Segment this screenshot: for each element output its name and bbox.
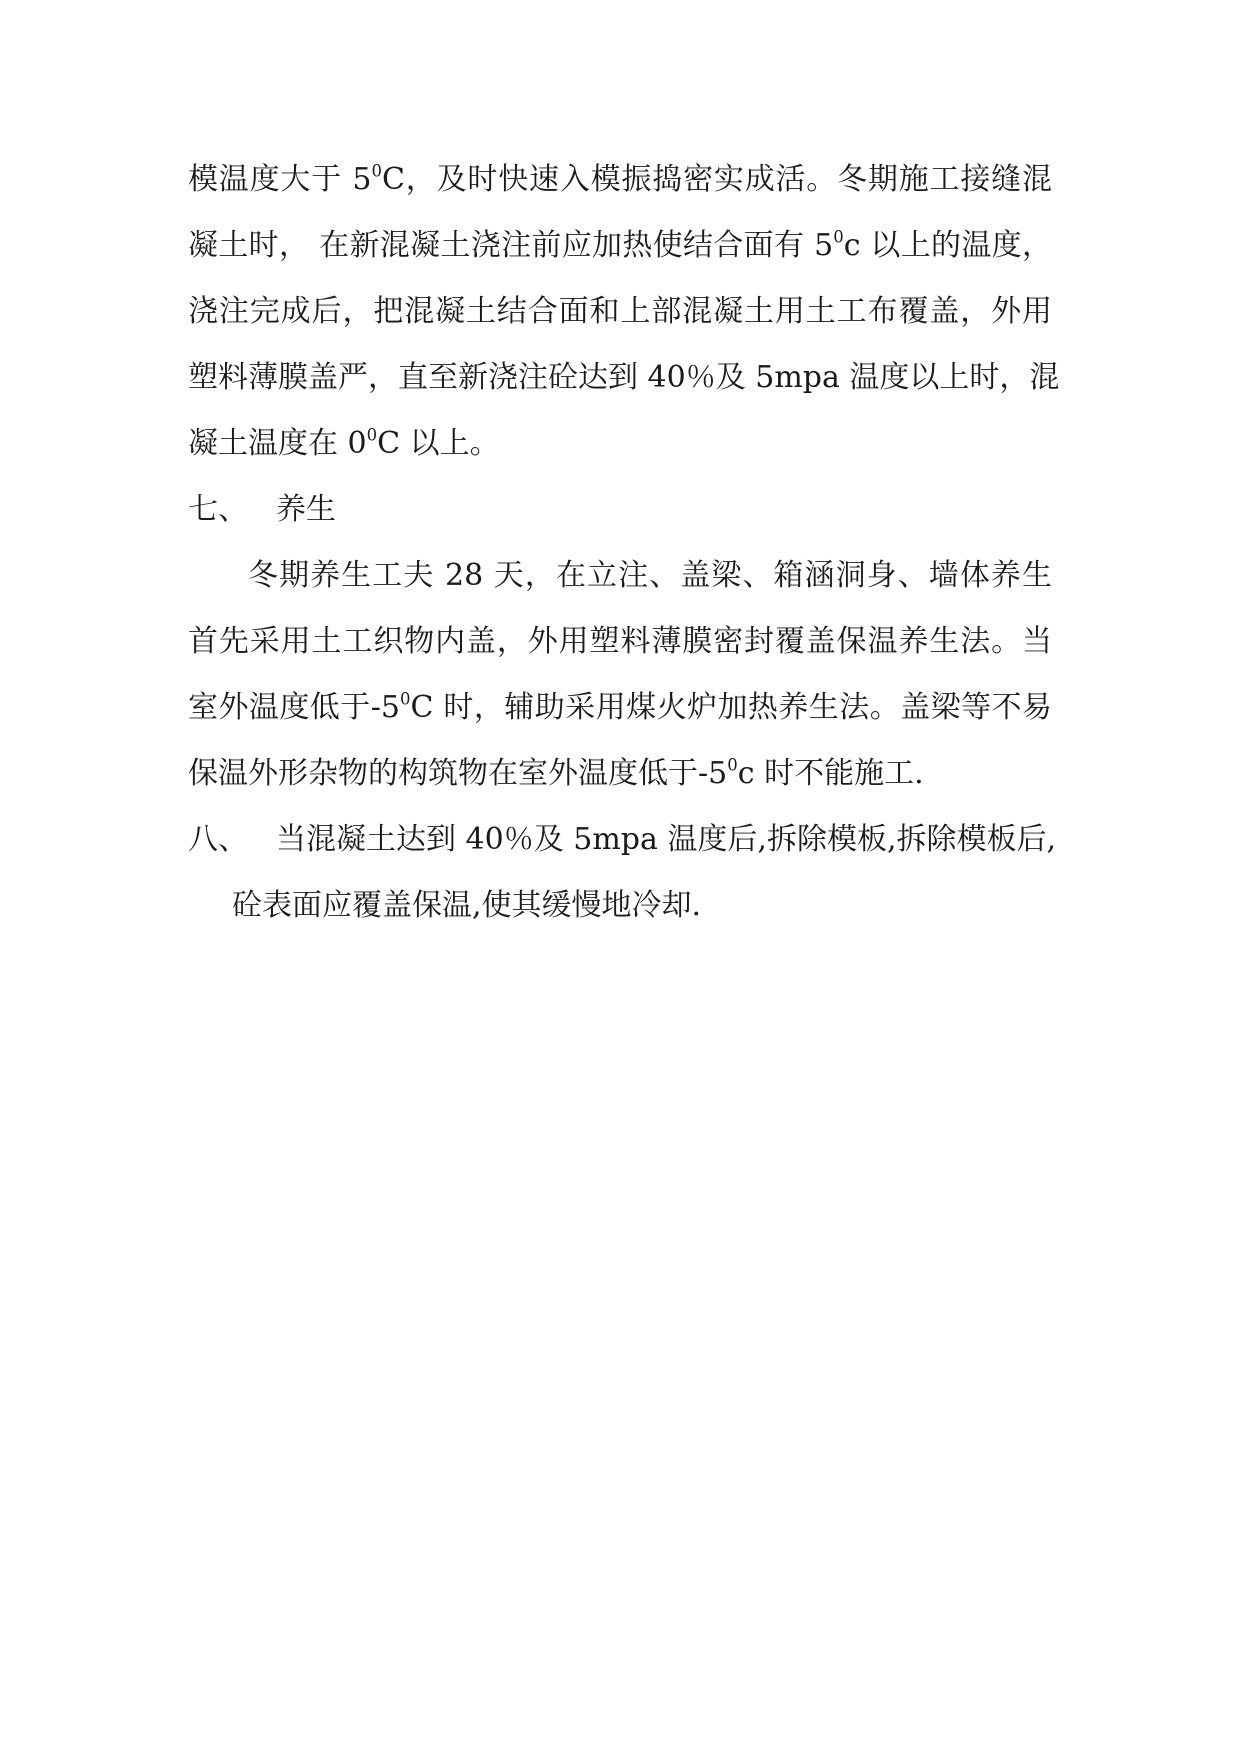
section-7-title: 养生 — [276, 492, 336, 527]
paragraph-1-line-4: 塑料薄膜盖严，直至新浇注砼达到 40％及 5mpa 温度以上时，混 — [188, 360, 1060, 395]
paragraph-1-line-1: 模温度大于 $5^0C$，及时快速入模振捣密实成活。冬期施工接缝混 — [188, 161, 1052, 197]
paragraph-1-line-5: 凝土温度在 $0^0C$ 以上。 — [188, 425, 500, 461]
section-7-line-1: 冬期养生工夫 28 天，在立注、盖梁、箱涵洞身、墙体养生 — [248, 558, 1052, 593]
section-7-line-3: 室外温度低于$-5^0C$ 时，辅助采用煤火炉加热养生法。盖梁等不易 — [188, 689, 1052, 725]
section-7-line-4: 保温外形杂物的构筑物在室外温度低于$-5^0c$ 时不能施工. — [188, 755, 924, 791]
section-8-line-1 — [188, 820, 1057, 860]
paragraph-1-line-2: 凝土时， 在新混凝土浇注前应加热使结合面有 $5^0c$ 以上的温度， — [188, 227, 1052, 263]
paragraph-1-line-3: 浇注完成后，把混凝土结合面和上部混凝土用土工布覆盖，外用 — [188, 294, 1052, 329]
section-7-heading — [188, 490, 336, 530]
section-7-line-2: 首先采用土工织物内盖，外用塑料薄膜密封覆盖保温养生法。当 — [188, 624, 1052, 659]
section-8-line-2: 砼表面应覆盖保温,使其缓慢地冷却. — [232, 888, 702, 923]
section-7-number: 七、 — [188, 492, 248, 527]
section-8-text: 当混凝土达到 40％及 5mpa 温度后,拆除模板,拆除模板后, — [276, 822, 1057, 857]
section-8-number: 八、 — [188, 822, 248, 857]
